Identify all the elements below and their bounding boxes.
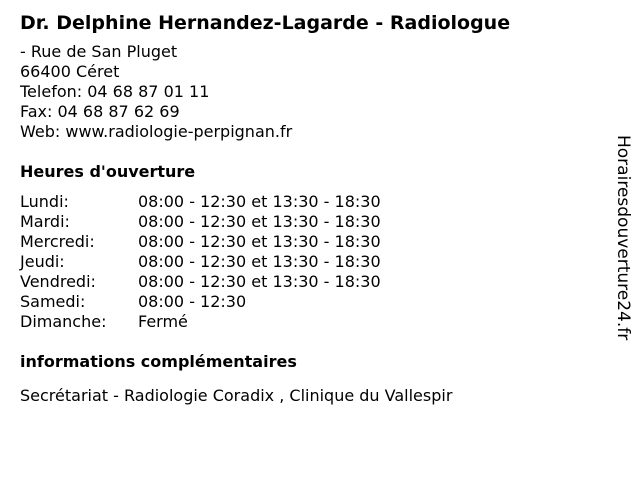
hours-value: Fermé (138, 312, 188, 331)
hours-row-sunday (20, 312, 600, 332)
opening-hours-table (20, 192, 600, 332)
hours-value: 08:00 - 12:30 et 13:30 - 18:30 (138, 272, 381, 291)
additional-info-text: Secrétariat - Radiologie Coradix , Clinique du Vallespir (20, 386, 453, 405)
hours-value: 08:00 - 12:30 et 13:30 - 18:30 (138, 252, 381, 271)
opening-hours-heading: Heures d'ouverture (20, 162, 196, 181)
day-label: Lundi: (20, 192, 69, 211)
day-label: Jeudi: (20, 252, 65, 271)
hours-value: 08:00 - 12:30 (138, 292, 247, 311)
fax-number: Fax: 04 68 87 62 69 (20, 102, 180, 121)
hours-row-thursday (20, 252, 600, 272)
day-label: Mardi: (20, 212, 70, 231)
hours-value: 08:00 - 12:30 et 13:30 - 18:30 (138, 192, 381, 211)
site-watermark: Horairesdouverture24.fr (613, 135, 633, 341)
street-address: - Rue de San Pluget (20, 42, 178, 61)
phone-number: Telefon: 04 68 87 01 11 (20, 82, 210, 101)
day-label: Samedi: (20, 292, 86, 311)
day-label: Dimanche: (20, 312, 107, 331)
city-address: 66400 Céret (20, 62, 120, 81)
additional-info-heading: informations complémentaires (20, 352, 297, 371)
hours-row-saturday (20, 292, 600, 312)
day-label: Vendredi: (20, 272, 96, 291)
business-card (20, 10, 600, 406)
hours-row-wednesday (20, 232, 600, 252)
website-link: Web: www.radiologie-perpignan.fr (20, 122, 293, 141)
hours-row-monday (20, 192, 600, 212)
hours-value: 08:00 - 12:30 et 13:30 - 18:30 (138, 212, 381, 231)
hours-value: 08:00 - 12:30 et 13:30 - 18:30 (138, 232, 381, 251)
hours-row-friday (20, 272, 600, 292)
day-label: Mercredi: (20, 232, 95, 251)
page-title: Dr. Delphine Hernandez-Lagarde - Radiologue (20, 12, 511, 34)
hours-row-tuesday (20, 212, 600, 232)
contact-block (20, 42, 600, 142)
